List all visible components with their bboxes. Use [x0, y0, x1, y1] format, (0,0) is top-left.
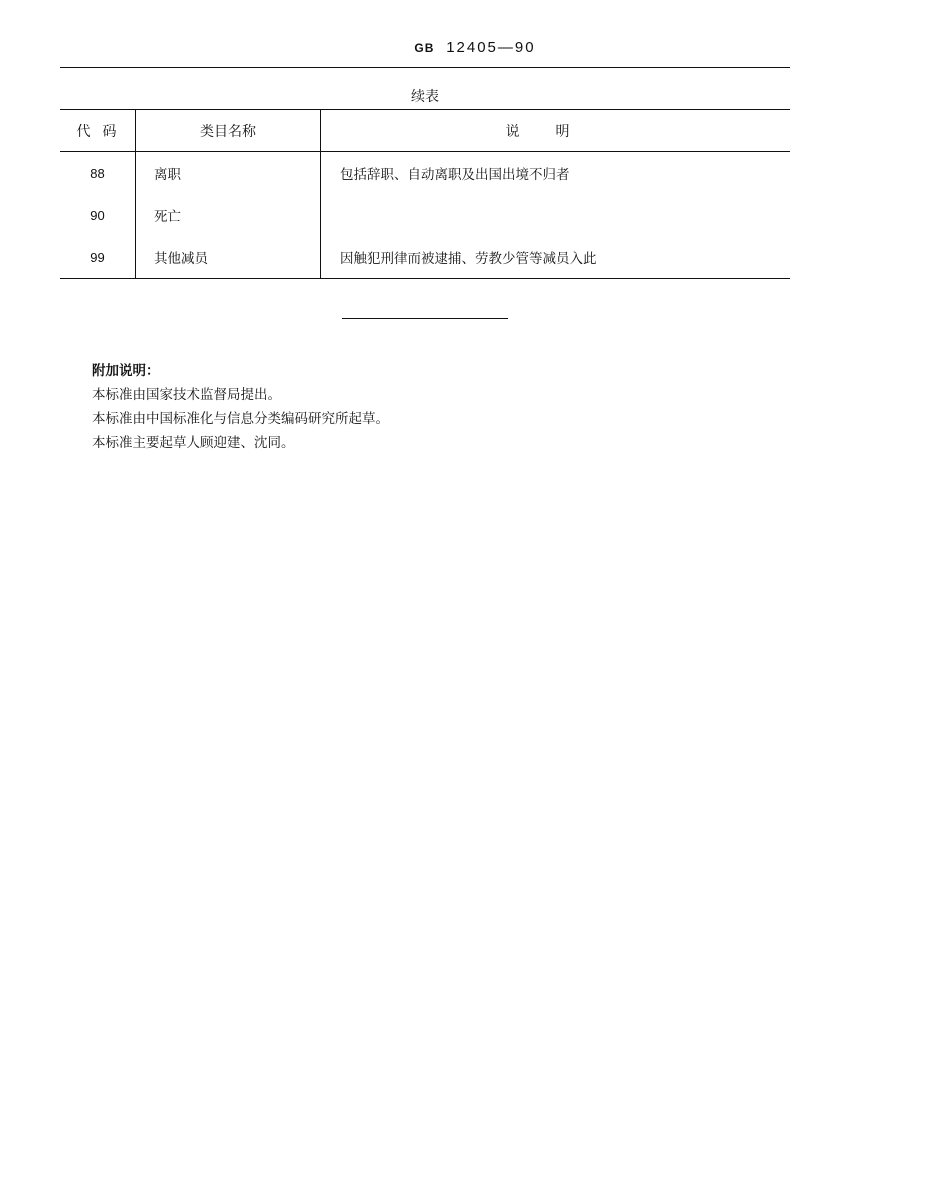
- row-name: 死亡: [136, 194, 321, 236]
- table-row: [60, 152, 790, 195]
- row-description: 包括辞职、自动离职及出国出境不归者: [340, 167, 570, 183]
- row-description: 因触犯刑律而被逮捕、劳教少管等减员入此: [340, 251, 597, 267]
- row-name: 离职: [136, 152, 321, 195]
- column-header-code: 代码: [60, 110, 136, 152]
- row-code: 99: [60, 236, 136, 279]
- notes-line: 本标准由中国标准化与信息分类编码研究所起草。: [92, 411, 389, 427]
- code-table: [60, 109, 790, 279]
- column-header-description: 说明: [321, 110, 791, 152]
- row-code: 88: [60, 152, 136, 195]
- standard-number-header: [0, 38, 950, 56]
- notes-line: 本标准由国家技术监督局提出。: [92, 387, 281, 403]
- row-description: [321, 194, 791, 236]
- notes-line: 本标准主要起草人顾迎建、沈同。: [92, 435, 295, 451]
- standard-prefix: GB: [414, 41, 435, 55]
- column-header-name: 类目名称: [136, 110, 321, 152]
- row-code: 90: [60, 194, 136, 236]
- header-rule: [60, 67, 790, 68]
- table-row: [60, 236, 790, 279]
- end-rule: [342, 318, 508, 319]
- table-caption: 续表: [411, 89, 439, 105]
- additional-notes: [92, 359, 389, 455]
- standard-number: 12405—90: [446, 39, 536, 56]
- table-header-row: [60, 110, 790, 152]
- notes-title: 附加说明：: [92, 363, 160, 379]
- table-row: [60, 194, 790, 236]
- row-name: 其他减员: [136, 236, 321, 279]
